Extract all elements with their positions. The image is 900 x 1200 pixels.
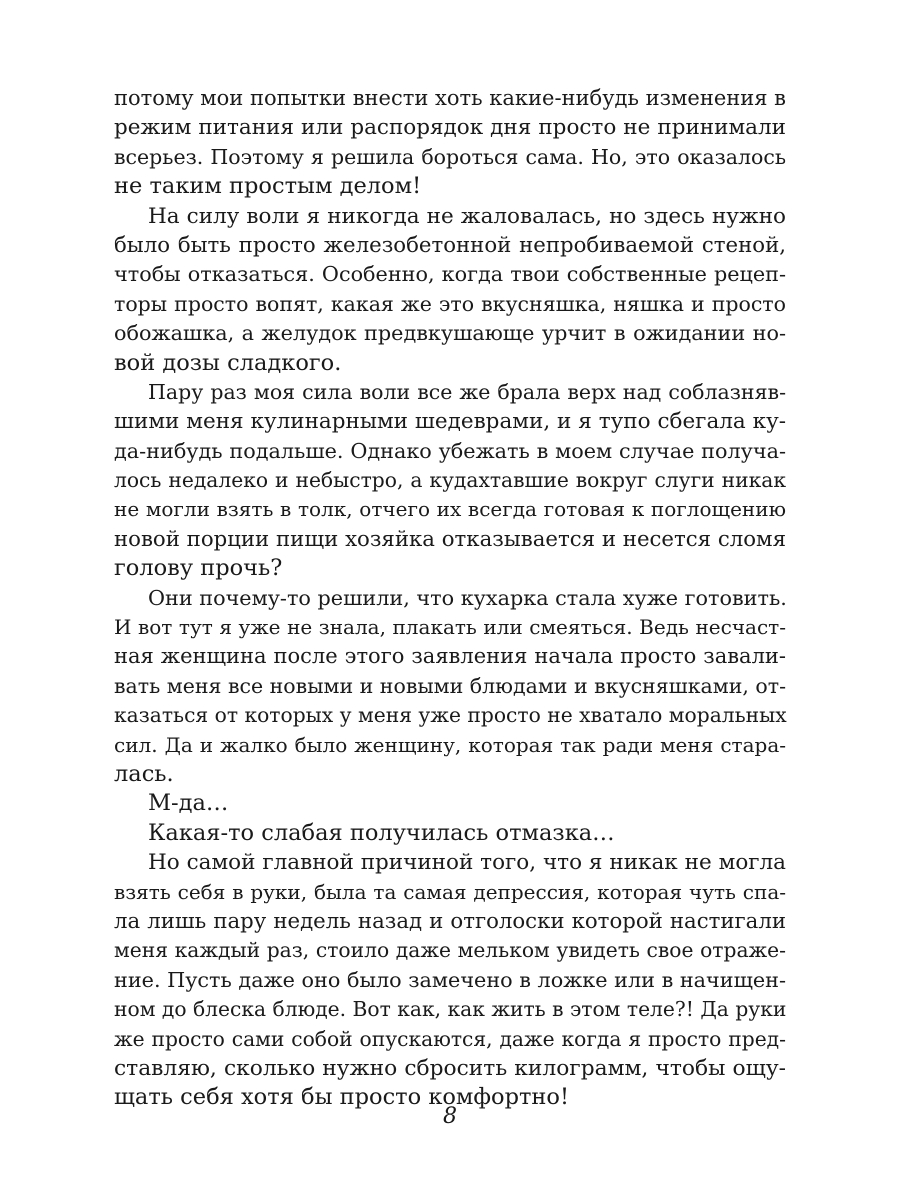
text-line: сил. Да и жалко было женщину, которая так ради меня стара-: [114, 732, 786, 757]
text-line: взять себя в руки, была та самая депрессия, которая чуть спа-: [114, 879, 786, 904]
text-line: режим питания или распорядок дня просто не принимали: [114, 115, 786, 141]
text-line: шими меня кулинарными шедеврами, и я тупо сбегала ку-: [114, 409, 786, 435]
page-number: 8: [443, 1104, 457, 1129]
text-line: щать себя хотя бы просто комфортно!: [114, 1084, 570, 1111]
text-line: всерьез. Поэтому я решила бороться сама. Но, это оказалось: [114, 144, 786, 169]
text-line: не могли взять в толк, отчего их всегда готовая к поглощению: [114, 497, 786, 522]
text-line: же просто сами собой опускаются, даже когда я просто пред-: [114, 1026, 786, 1051]
text-line: Они почему-то решили, что кухарка стала хуже готовить.: [148, 585, 787, 610]
text-line: И вот тут я уже не знала, плакать или смеяться. Ведь несчаст-: [114, 615, 786, 640]
text-line: потому мои попытки внести хоть какие-нибудь изменения в: [114, 86, 786, 110]
text-line: голову прочь?: [114, 555, 283, 582]
body-text: [114, 84, 786, 1113]
text-line: да-нибудь подальше. Однако убежать в моем случае получа-: [114, 438, 786, 463]
text-line: На силу воли я никогда не жаловалась, но здесь нужно: [148, 203, 786, 229]
text-line: Но самой главной причиной того, что я никак не могла: [148, 850, 786, 876]
text-line: ние. Пусть даже оно было замечено в ложке или в начищен-: [114, 967, 787, 992]
text-line: вать меня все новыми и новыми блюдами и вкусняшками, от-: [114, 673, 786, 698]
text-line: чтобы отказаться. Особенно, когда твои собственные рецеп-: [114, 262, 786, 287]
text-line: не таким простым делом!: [114, 173, 422, 200]
text-line: ла лишь пару недель назад и отголоски которой настигали: [114, 908, 786, 934]
text-line: ная женщина после этого заявления начала просто завали-: [114, 644, 786, 669]
text-line: обожашка, а желудок предвкушающе урчит в ожидании но-: [114, 321, 786, 346]
text-line: торы просто вопят, какая же это вкусняшка, няшка и просто: [114, 291, 786, 316]
text-line: лась.: [114, 760, 174, 787]
text-line: Пару раз моя сила воли все же брала верх над соблазняв-: [148, 379, 786, 404]
text-line: Какая-то слабая получилась отмазка…: [148, 819, 615, 846]
text-line: было быть просто железобетонной непробиваемой стеной,: [114, 232, 786, 258]
text-line: вой дозы сладкого.: [114, 349, 342, 376]
text-line: меня каждый раз, стоило даже мельком увидеть свое отраже-: [114, 938, 786, 963]
text-line: ном до блеска блюде. Вот как, как жить в этом теле?! Да руки: [114, 997, 787, 1022]
text-line: казаться от которых у меня уже просто не хватало моральных: [114, 703, 787, 728]
text-line: лось недалеко и небыстро, а кудахтавшие вокруг слуги никак: [114, 468, 786, 493]
text-line: М-да…: [148, 790, 229, 817]
text-line: ставляю, сколько нужно сбросить килограмм, чтобы ощу-: [114, 1055, 786, 1081]
text-line: новой порции пищи хозяйка отказывается и несется сломя: [114, 526, 786, 552]
